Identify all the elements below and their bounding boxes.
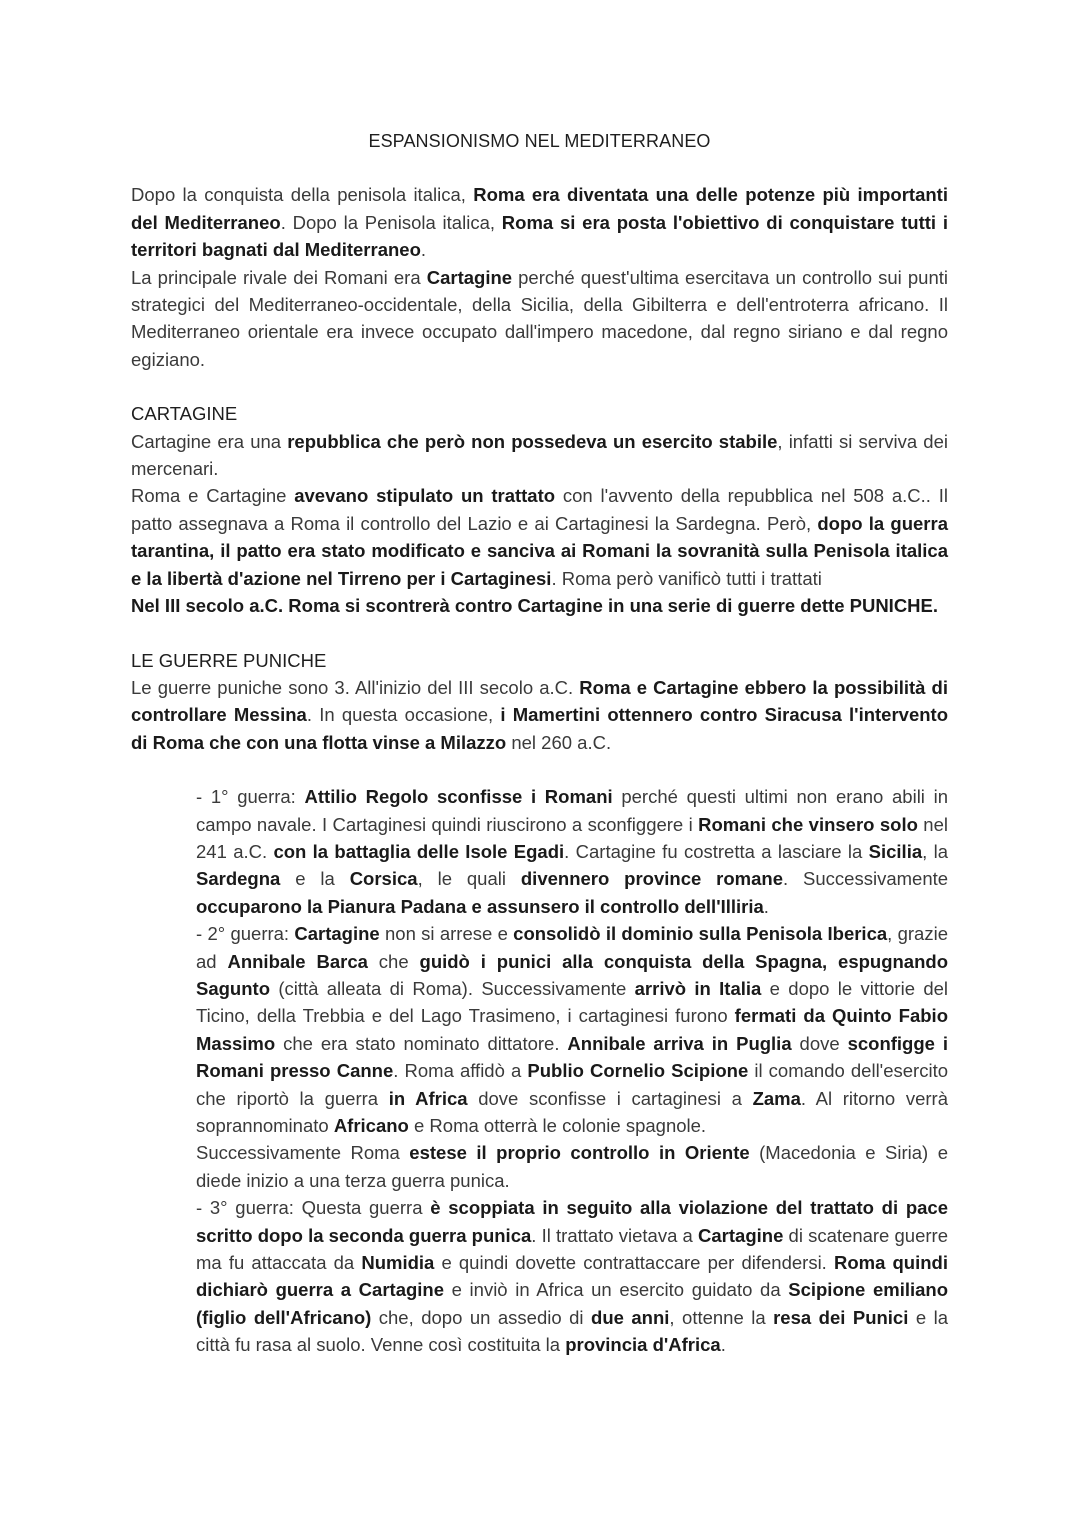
text-run: che, dopo un assedio di [371,1306,592,1328]
text-run: non si arrese e [379,923,514,945]
text-run: e dopo le vittorie del Ticino, della Trebbia e del Lago Trasimeno, i cartaginesi furono [196,977,949,1027]
bold-text: con la battaglia delle Isole Egadi [273,840,565,862]
document-title: ESPANSIONISMO NEL MEDITERRANEO [368,131,711,151]
bold-text: arrivò in Italia [634,977,762,999]
bold-text: Sicilia [868,840,923,862]
text-run: perché quest'ultima esercitava un controllo sui punti strategici del Mediterraneo-occidentale, della Sicilia, della Gibilterra e dell'entroterra africano. Il Mediterraneo orientale era invece occupato dall'impero macedone, dal regno siriano e dal regno egiziano. [131,266,948,370]
bold-text: Numidia [361,1252,435,1274]
bold-text: i Mamertini ottennero contro Siracusa l'intervento di Roma che con una flotta vinse a Milazzo [131,704,948,753]
bold-text: dopo la guerra tarantina, il patto era stato modificato e sanciva ai Romani la sovranità sulla Penisola italica e la libertà d'azione nel Tirreno per i Cartaginesi [131,512,948,589]
bold-text: Publio Cornelio Scipione [527,1060,749,1082]
text-run: . [763,895,769,917]
text-run: - 1° guerra: [196,786,305,808]
text-run: . In questa occasione, [306,704,501,726]
text-run: , le quali [417,868,521,890]
text-run: Dopo la conquista della penisola italica, [131,184,474,206]
text-run: . Cartagine fu costretta a lasciare la [564,840,869,862]
bold-text: occuparono la Pianura Padana e assunsero il controllo dell'Illiria [196,895,764,917]
bold-text: Roma si era posta l'obiettivo di conquistare tutti i territori bagnati dal Mediterraneo [131,211,948,261]
text-run: perché questi ultimi non erano abili in campo navale. I Cartaginesi quindi riuscirono a sconfiggere i [196,786,949,835]
bold-text: sconfigge i Romani presso Canne [196,1032,948,1082]
bold-text: Cartagine [294,923,380,945]
bold-text: due anni [591,1306,670,1328]
text-run: nel 241 a.C. [196,813,948,862]
text-run: che [367,950,420,972]
intro-paragraph-1 [131,181,948,263]
bold-text: Annibale Barca [227,950,368,972]
bold-text: è scoppiata in seguito alla violazione del trattato di pace scritto dopo la seconda guerra punica [196,1197,948,1246]
bold-text: Zama [752,1087,801,1109]
bold-text: Attilio Regolo sconfisse i Romani [304,786,613,808]
list-item-seconda-guerra [196,920,948,1139]
text-run: di scatenare guerre ma fu attaccata da [196,1224,948,1274]
text-run: . [720,1334,726,1356]
bold-text: provincia d'Africa [565,1334,721,1356]
text-run: Cartagine era una [131,430,288,452]
section-heading-cartagine: CARTAGINE [131,403,238,425]
bold-text: Roma e Cartagine ebbero la possibilità di controllare Messina [131,676,948,726]
cartagine-paragraph-1 [131,428,948,483]
list-item-terza-guerra [196,1194,948,1358]
bold-text: guidò i punici alla conquista della Spagna, espugnando Sagunto [196,950,949,999]
text-run: che era stato nominato dittatore. [275,1032,568,1054]
cartagine-paragraph-3 [131,592,948,619]
text-run: nel 260 a.C. [506,731,612,753]
text-run: e Roma otterrà le colonie spagnole. [408,1115,707,1136]
section-heading-guerre-puniche: LE GUERRE PUNICHE [131,649,327,671]
bold-text: Cartagine [698,1224,784,1246]
text-run: dove [791,1032,848,1054]
text-run: . Dopo la Penisola italica, [280,211,502,233]
bold-text: divennero province romane [520,868,784,890]
text-run: e quindi dovette contrattaccare per difendersi. [434,1252,834,1274]
bold-text: estese il proprio controllo in Oriente [409,1142,750,1164]
text-run: . Roma affidò a [393,1060,528,1082]
text-run: , infatti si serviva dei mercenari. [131,430,948,480]
text-run: Le guerre puniche sono 3. All'inizio del III secolo a.C. [131,676,580,698]
bold-text: Romani che vinsero solo [698,813,918,835]
bold-text: avevano stipulato un trattato [294,485,556,507]
bold-text: fermati da Quinto Fabio Massimo [196,1005,948,1054]
bold-text: Africano [333,1115,409,1136]
bold-text: consolidò il dominio sulla Penisola Iberica [513,923,888,945]
bold-text: Cartagine [426,266,513,288]
bold-text: Nel III secolo a.C. Roma si scontrerà contro Cartagine in una serie di guerre dette PUNICHE. [131,595,939,617]
text-run: - 2° guerra: [196,923,295,945]
text-run: La principale rivale dei Romani era [131,266,427,288]
text-run: . Il trattato vietava a [531,1224,699,1246]
text-run: (Macedonia e Siria) e diede inizio a una terza guerra punica. [196,1142,948,1191]
seconda-guerra-continuation [196,1139,948,1194]
bold-text: Sardegna [196,868,281,890]
text-run: . Al ritorno verrà soprannominato [196,1087,948,1136]
text-run: , grazie ad [196,923,948,972]
bold-text: repubblica che però non possedeva un esercito stabile [287,430,778,452]
text-run: - 3° guerra: Questa guerra [196,1197,431,1219]
text-run: . Roma però vanificò tutti i trattati [551,567,822,589]
list-item-prima-guerra [196,783,948,920]
guerre-paragraph-1 [131,674,948,756]
text-run: e la [280,868,350,890]
text-run: . Successivamente [783,868,949,890]
text-run: (città alleata di Roma). Successivamente [270,977,635,999]
text-run: e la città fu rasa al suolo. Venne così costituita la [196,1306,949,1356]
bold-text: in Africa [388,1087,468,1109]
bold-text: Annibale arriva in Puglia [567,1032,792,1054]
cartagine-paragraph-2 [131,482,948,592]
text-run: Roma e Cartagine [131,485,295,507]
bold-text: resa dei Punici [773,1306,909,1328]
bold-text: Roma era diventata una delle potenze più importanti del Mediterraneo [131,184,948,233]
guerre-list [196,783,948,1359]
bold-text: Scipione emiliano (figlio dell'Africano) [196,1279,949,1328]
bold-text: Roma quindi dichiarò guerra a Cartagine [196,1252,948,1301]
text-run: , la [922,840,948,862]
text-run: Successivamente Roma [196,1142,410,1164]
intro-paragraph-2 [131,264,948,374]
text-run: dove sconfisse i cartaginesi a [467,1087,753,1109]
text-run: , ottenne la [669,1306,774,1328]
text-run: il comando dell'esercito che riportò la guerra [196,1060,948,1109]
bold-text: Corsica [349,868,418,890]
text-run: . [420,239,427,261]
text-run: e inviò in Africa un esercito guidato da [444,1279,789,1301]
text-run: con l'avvento della repubblica nel 508 a.C.. Il patto assegnava a Roma il controllo del Lazio e ai Cartaginesi la Sardegna. Però, [131,485,948,534]
